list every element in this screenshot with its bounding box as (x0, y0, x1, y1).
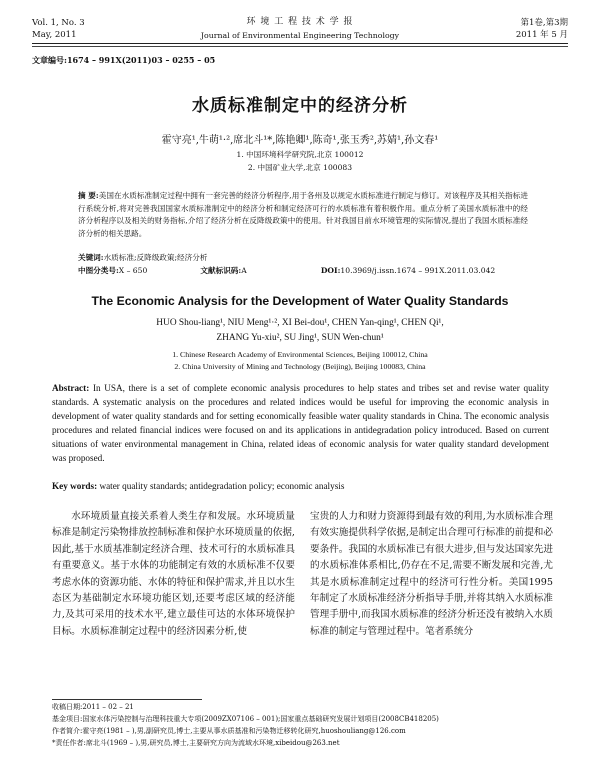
header-volume-cn: 第1卷,第3期 (520, 18, 568, 28)
header-rule (32, 43, 568, 44)
header-rule-thin (32, 46, 568, 47)
doi-label: DOI: (320, 266, 341, 275)
abstract-en (52, 382, 549, 465)
article-id: 文章编号:1674 – 991X(2011)03 – 0255 – 05 (32, 55, 216, 65)
journal-name-cn: 环 境 工 程 技 术 学 报 (246, 17, 354, 27)
affiliation-cn-1: 1. 中国环境科学研究院,北京 100012 (236, 150, 364, 159)
header-date-en: May, 2011 (32, 30, 77, 40)
footnote-author: 作者简介:霍守亮(1981 – ),男,副研究员,博士,主要从事水质基准和污染物迁移转化研究,huoshouliang@126.com (52, 727, 406, 735)
abstract-en-label: Abstract: (52, 383, 90, 393)
affiliation-en-1: 1. Chinese Research Academy of Environmental Sciences, Beijing 100012, China (172, 350, 428, 359)
abstract-cn-text: 美国在水质标准制定过程中拥有一套完善的经济分析程序,用于各州及以规定水质标准进行制定与修订。对该程序及其相关指标进行系统分析,将对完善我国国家水质标准制定中的经济分析和制定经济可行的水质标准有着积极作用。重点分析了美国水质标准中的经济分析程序以及相关的财务指标,介绍了经济分析在反降级政策中的使用。针对我国目前水环境管理的实际情况,提出了我国水质标准经济分析的相关思路。 (78, 191, 528, 238)
footnote-received: 收稿日期:2011 – 02 – 21 (52, 703, 134, 711)
authors-cn: 霍守亮¹,牛萌¹·²,席北斗¹*,陈艳卿¹,陈奇¹,张玉秀²,苏婧¹,孙文春¹ (161, 135, 439, 146)
clc-value: X – 650 (118, 266, 148, 275)
keywords-cn (78, 252, 528, 265)
footnote-funding: 基金项目:国家水体污染控制与治理科技重大专项(2009ZX07106 – 001);国家重点基础研究发展计划项目(2008CB418205) (52, 715, 439, 723)
keywords-cn-label: 关键词: (78, 253, 104, 262)
authors-en-line1: HUO Shou-liang¹, NIU Meng¹·², XI Bei-dou¹, CHEN Yan-qing¹, CHEN Qi¹, (156, 318, 444, 328)
classification-row (78, 265, 528, 278)
keywords-en-label: Key words: (52, 481, 98, 491)
keywords-cn-text: 水质标准;反降级政策;经济分析 (103, 253, 208, 262)
title-en: The Economic Analysis for the Development of Water Quality Standards (91, 294, 509, 308)
footnote-corresponding: *责任作者:席北斗(1969 – ),男,研究员,博士,主要研究方向为流域水环境,xibeidou@263.net (52, 739, 340, 747)
keywords-en-text: water quality standards; antidegradation policy; economic analysis (99, 481, 345, 491)
affiliation-en-2: 2. China University of Mining and Technology (Beijing), Beijing 100083, China (174, 362, 426, 371)
clc-label: 中图分类号: (78, 266, 119, 275)
abstract-cn (78, 190, 528, 240)
body-column-2: 宝贵的人力和财力资源得到最有效的利用,为水质标准合理有效实施提供科学依据,是制定出合理可行标准的前提和必要条件。我国的水质标准已有很大进步,但与发达国家先进的水质标准体系相比,仍存在不足,需要不断发展和完善,尤其是水质标准制定过程中的经济可行性分析。美国1995年制定了水质标准经济分析指导手册,并将其纳入水质标准管理手册中,而我国水质标准的经济分析还没有被纳入水质标准的制定与管理过程中。笔者系统分 (310, 511, 553, 637)
affiliation-cn-2: 2. 中国矿业大学,北京 100083 (247, 163, 353, 172)
keywords-en (52, 480, 549, 494)
footnote-rule (52, 699, 202, 700)
abstract-en-text: In USA, there is a set of complete economic analysis procedures to help states and tribes set and revise water quality standards. A systematic analysis on the procedures and related indices would be useful for improving the economic analysis in development of water quality standards and for setting economically feasible water quality standards in China. The economic analysis procedures and related financial indices were focused on and its applications in antidegradation policy introduced. Based on current situations of water environmental management in China, related ideas of economic analysis for water quality standard development was proposed. (52, 383, 549, 463)
body-column-1: 水环境质量直接关系着人类生存和发展。水环境质量标准是制定污染物排放控制标准和保护水环境质量的依据,因此,基于水质基准制定经济合理、技术可行的水质标准具有重要意义。基于水体的功能制定有效的水质标准不仅要考虑水体的资源功能、水体的特征和保护需求,并且以水生态区为基础制定水环境功能区划,还要考虑区域的经济能力,及其可采用的技术水平,建立最佳可达的水体环境保护目标。水质标准制定过程中的经济因素分析,使 (52, 511, 295, 637)
doc-code-value: A (241, 266, 247, 275)
title-cn: 水质标准制定中的经济分析 (192, 96, 408, 116)
authors-en-line2: ZHANG Yu-xiu², SU Jing¹, SUN Wen-chun¹ (216, 333, 384, 343)
abstract-cn-label: 摘 要: (78, 191, 99, 200)
doc-code-label: 文献标识码: (200, 266, 242, 275)
doi-value: 10.3969/j.issn.1674 – 991X.2011.03.042 (340, 266, 496, 275)
journal-name-en: Journal of Environmental Engineering Technology (200, 31, 400, 40)
header-volume: Vol. 1, No. 3 (32, 18, 85, 28)
header-date-cn: 2011 年 5 月 (515, 30, 568, 40)
